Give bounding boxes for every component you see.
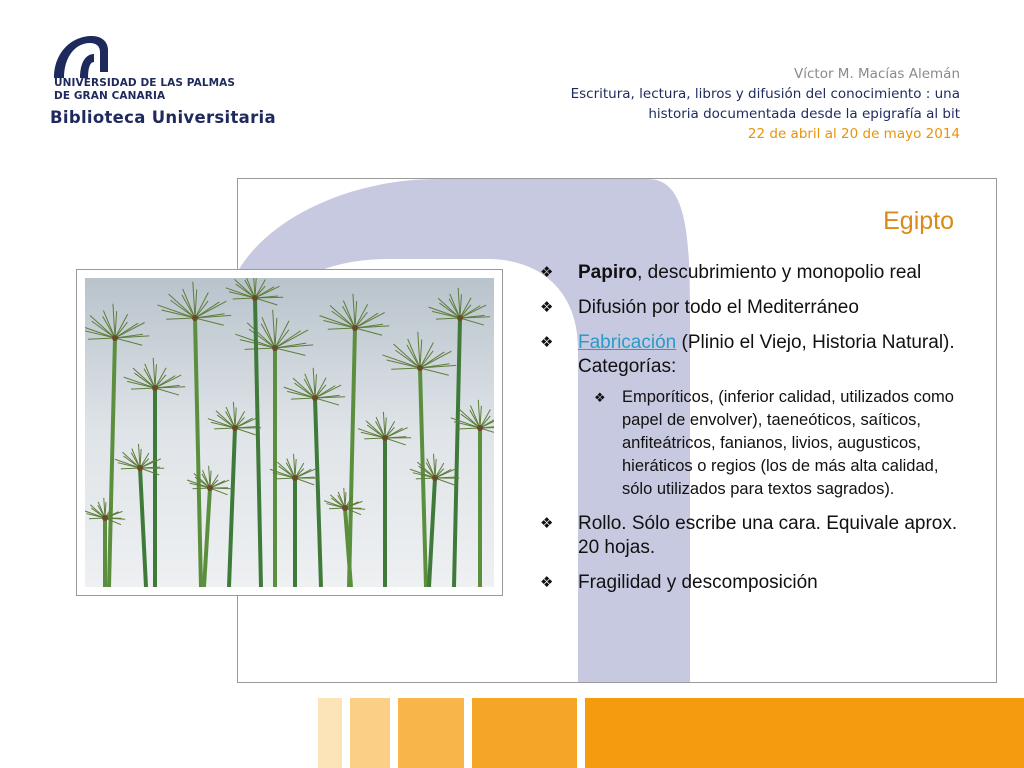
slide-title: Egipto [883,207,954,235]
diamond-bullet-icon: ❖ [540,515,554,532]
papyrus-plants-photo [85,278,494,587]
ulpgc-logo-icon [50,32,110,82]
list-item [538,512,978,560]
list-item [538,571,978,595]
bullet-bold-term: Papiro [578,262,638,283]
diamond-bullet-icon: ❖ [540,264,554,281]
bullet-text: Difusión por todo el Mediterráneo [578,297,859,318]
list-item [538,261,978,285]
bullet-text: (Plinio el Viejo, Historia Natural). Categorías: [578,332,955,377]
diamond-bullet-icon: ❖ [540,334,554,351]
bullet-text: Fragilidad y descomposición [578,572,818,593]
fabricacion-link[interactable]: Fabricación [578,332,677,353]
footer-block-5 [585,698,1024,768]
diamond-bullet-icon: ❖ [594,390,606,405]
bullet-list [538,261,978,606]
photo-frame [76,269,503,596]
list-item [538,331,978,379]
list-subitem [538,386,972,501]
presentation-dates: 22 de abril al 20 de mayo 2014 [747,126,960,142]
diamond-bullet-icon: ❖ [540,574,554,591]
logo-university-location: DE GRAN CANARIA [54,90,166,102]
footer-block-1 [318,698,342,768]
bullet-text: Emporíticos, (inferior calidad, utilizados como papel de envolver), taeneóticos, saíticos, anfiteátricos, fanianos, livios, augusticos, hieráticos o regios (los de más alta calidad, sólo utilizados para textos sagrados). [622,388,954,498]
footer-block-3 [398,698,464,768]
diamond-bullet-icon: ❖ [540,299,554,316]
logo-library-name: Biblioteca Universitaria [50,108,276,127]
logo-university-name: UNIVERSIDAD DE LAS PALMAS [54,77,236,89]
bullet-text: Rollo. Sólo escribe una cara. Equivale aprox. 20 hojas. [578,513,958,558]
presentation-title-line-2: historia documentada desde la epigrafía al bit [648,106,960,122]
bullet-text: , descubrimiento y monopolio real [637,262,922,283]
footer-block-2 [350,698,390,768]
author-name: Víctor M. Macías Alemán [794,66,960,82]
presentation-header [400,64,960,144]
list-item [538,296,978,320]
university-logo [48,30,318,140]
footer-block-4 [472,698,577,768]
presentation-title-line-1: Escritura, lectura, libros y difusión del conocimiento : una [570,86,960,102]
